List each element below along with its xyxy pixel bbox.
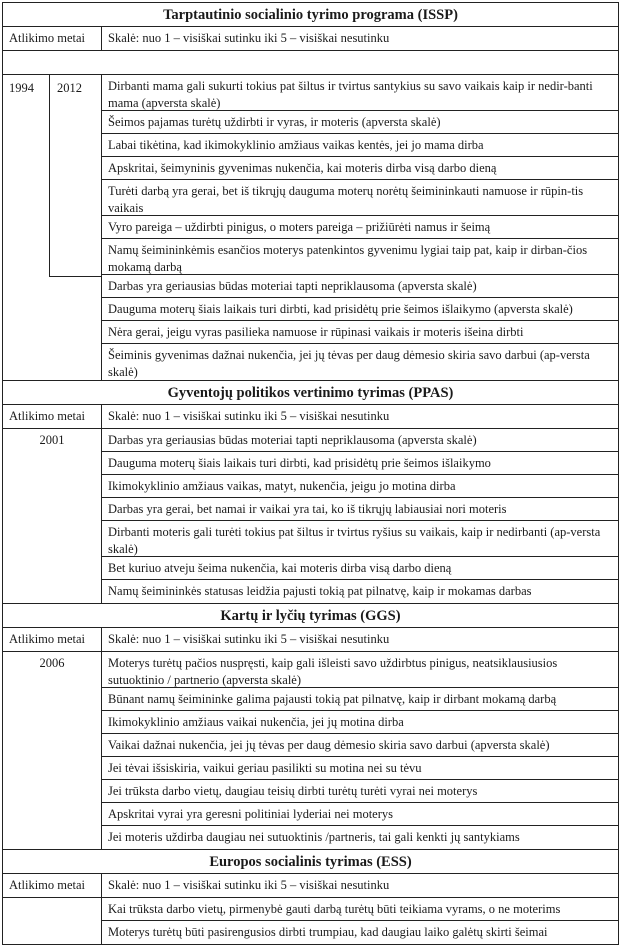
list-item: Dirbanti moteris gali turėti tokius pat šiltus ir tvirtus ryšius su vaikais, kaip ir nedirbanti (ap-versta skalė): [102, 521, 618, 557]
list-item: Vyro pareiga – uždirbti pinigus, o moters pareiga – prižiūrėti namus ir šeimą: [102, 216, 618, 239]
list-item: Dirbanti mama gali sukurti tokius pat šiltus ir tvirtus santykius su savo vaikais kaip ir nedir-banti mama (apversta skalė): [102, 75, 618, 111]
year-1994: 1994: [9, 81, 34, 95]
list-item: Vaikai dažnai nukenčia, jei jų tėvas per daug dėmesio skiria savo darbui (apversta skalė): [102, 734, 618, 757]
items-list-issp: [102, 75, 618, 380]
list-item: Šeimos pajamas turėtų uždirbti ir vyras, ir moteris (apversta skalė): [102, 111, 618, 134]
list-item: Darbas yra geriausias būdas moteriai tapti nepriklausoma (apversta skalė): [102, 429, 618, 452]
list-item: Dauguma moterų šiais laikais turi dirbti, kad prisidėtų prie šeimos išlaikymo: [102, 452, 618, 475]
items-list-ess: [102, 898, 618, 944]
section-title-ess: Europos socialinis tyrimas (ESS): [3, 850, 618, 874]
list-item: Apskritai vyrai yra geresni politiniai lyderiai nei moterys: [102, 803, 618, 826]
survey-items-table: [2, 2, 619, 945]
year-2001: 2001: [39, 433, 65, 447]
year-column: [3, 429, 102, 603]
list-item: Ikimokyklinio amžiaus vaikai nukenčia, jei jų motina dirba: [102, 711, 618, 734]
section-body-ggs: [3, 652, 618, 850]
header-row-ggs: [3, 628, 618, 652]
list-item: Darbas yra gerai, bet namai ir vaikai yra tai, ko iš tikrųjų labiausiai nori moteris: [102, 498, 618, 521]
list-item: Moterys turėtų pačios nuspręsti, kaip gali išleisti savo uždirbtus pinigus, neatsiklausiusios sutuoktinio / partnerio (apversta skalė): [102, 652, 618, 688]
year-column: [3, 75, 102, 380]
year-column: [3, 898, 102, 944]
section-title-issp: Tarptautinio socialinio tyrimo programa (ISSP): [3, 3, 618, 27]
list-item: Namų šeimininkėmis esančios moterys patenkintos gyvenimu lygiai taip pat, kaip ir dirban-čios mokamą darbą: [102, 239, 618, 275]
list-item: Apskritai, šeimyninis gyvenimas nukenčia, kai moteris dirba visą darbo dieną: [102, 157, 618, 180]
scale-header: Skalė: nuo 1 – visiškai sutinku iki 5 – visiškai nesutinku: [108, 409, 390, 423]
list-item: Turėti darbą yra gerai, bet iš tikrųjų dauguma moterų norėtų šeimininkauti namuose ir rūpin-tis vaikais: [102, 180, 618, 216]
list-item: Jei trūksta darbo vietų, daugiau teisių dirbti turėtų turėti vyrai nei moterys: [102, 780, 618, 803]
list-item: Bet kuriuo atveju šeima nukenčia, kai moteris dirba visą darbo dieną: [102, 557, 618, 580]
scale-header: Skalė: nuo 1 – visiškai sutinku iki 5 – visiškai nesutinku: [108, 878, 390, 892]
year-column-header: Atlikimo metai: [3, 405, 102, 428]
year-2012-box: [49, 74, 102, 277]
year-column-header: Atlikimo metai: [3, 874, 102, 897]
list-item: Ikimokyklinio amžiaus vaikas, matyt, nukenčia, jeigu jo motina dirba: [102, 475, 618, 498]
year-column-header: Atlikimo metai: [3, 27, 102, 50]
section-title-ppas: Gyventojų politikos vertinimo tyrimas (PPAS): [3, 381, 618, 405]
header-row-issp: [3, 27, 618, 51]
year-2006: 2006: [39, 656, 65, 670]
spacer-row: [3, 51, 618, 75]
year-2012: 2012: [57, 81, 82, 95]
scale-header: Skalė: nuo 1 – visiškai sutinku iki 5 – visiškai nesutinku: [108, 632, 390, 646]
list-item: Būnant namų šeimininke galima pajausti tokią pat pilnatvę, kaip ir dirbant mokamą darbą: [102, 688, 618, 711]
list-item: Kai trūksta darbo vietų, pirmenybė gauti darbą turėtų būti teikiama vyrams, o ne moterims: [102, 898, 618, 921]
section-body-ppas: [3, 429, 618, 604]
list-item: Šeiminis gyvenimas dažnai nukenčia, jei jų tėvas per daug dėmesio skiria savo darbui (ap-versta skalė): [108, 348, 590, 379]
section-body-ess: [3, 898, 618, 944]
list-item: Moterys turėtų būti pasirengusios dirbti trumpiau, kad daugiau laiko galėtų skirti šeimai: [108, 925, 548, 939]
header-row-ess: [3, 874, 618, 898]
scale-header: Skalė: nuo 1 – visiškai sutinku iki 5 – visiškai nesutinku: [108, 31, 390, 45]
list-item: Jei moteris uždirba daugiau nei sutuoktinis /partneris, tai gali kenkti jų santykiams: [108, 830, 520, 844]
items-list-ppas: [102, 429, 618, 603]
section-body-issp: [3, 75, 618, 381]
year-column-header: Atlikimo metai: [3, 628, 102, 651]
section-title-ggs: Kartų ir lyčių tyrimas (GGS): [3, 604, 618, 628]
list-item: Darbas yra geriausias būdas moteriai tapti nepriklausoma (apversta skalė): [102, 275, 618, 298]
items-list-ggs: [102, 652, 618, 849]
list-item: Dauguma moterų šiais laikais turi dirbti, kad prisidėtų prie šeimos išlaikymo (apversta skalė): [102, 298, 618, 321]
list-item: Namų šeimininkės statusas leidžia pajusti tokią pat pilnatvę, kaip ir mokamas darbas: [108, 584, 532, 598]
list-item: Jei tėvai išsiskiria, vaikui geriau pasilikti su motina nei su tėvu: [102, 757, 618, 780]
list-item: Nėra gerai, jeigu vyras pasilieka namuose ir rūpinasi vaikais ir moteris išeina dirbti: [102, 321, 618, 344]
header-row-ppas: [3, 405, 618, 429]
list-item: Labai tikėtina, kad ikimokyklinio amžiaus vaikas kentės, jei jo mama dirba: [102, 134, 618, 157]
year-column: [3, 652, 102, 849]
